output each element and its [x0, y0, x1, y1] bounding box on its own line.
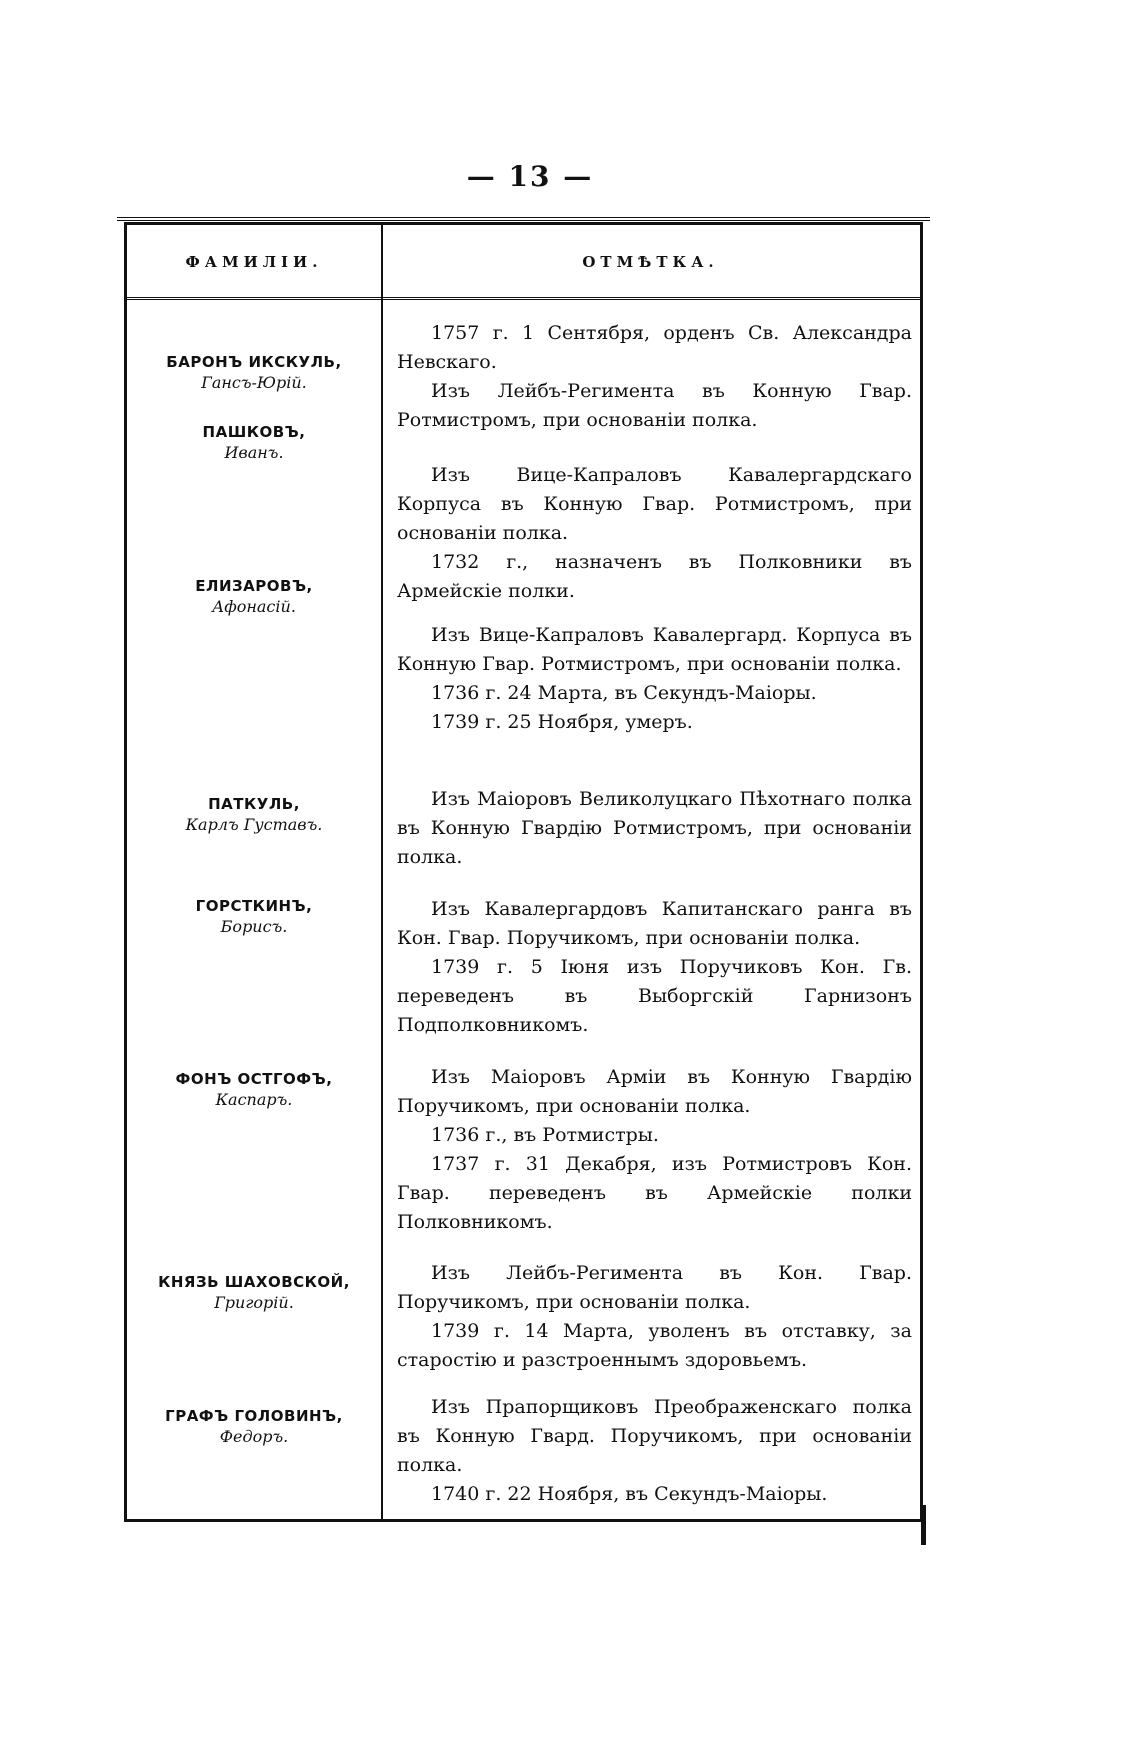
given-name: Борисъ.	[220, 917, 288, 936]
note-line: 1739 г. 25 Ноября, умеръ.	[431, 711, 693, 733]
entry-note	[397, 319, 912, 435]
surname: ПАТКУЛЬ,	[208, 795, 300, 813]
given-name: Афонасій.	[212, 597, 296, 616]
given-name: Федоръ.	[219, 1427, 289, 1446]
note-line: 1740 г. 22 Ноября, въ Секундъ-Маіоры.	[431, 1483, 828, 1505]
entry-name	[127, 1070, 381, 1109]
note-line: 1736 г., въ Ротмистры.	[431, 1124, 659, 1146]
register-table	[124, 222, 923, 1522]
entry-note	[397, 895, 912, 1040]
surname: БАРОНЪ ИКСКУЛЬ,	[166, 353, 342, 371]
edge-mark	[921, 1505, 926, 1545]
given-name: Карлъ Густавъ.	[185, 815, 323, 834]
entry-name	[127, 897, 381, 936]
entry-name	[127, 1273, 381, 1312]
given-name: Григорій.	[214, 1293, 294, 1312]
column-divider	[381, 225, 383, 1519]
entry-name	[127, 577, 381, 616]
entry-note	[397, 461, 912, 606]
given-name: Гансъ-Юрій.	[201, 373, 307, 392]
note-line: 1739 г. 5 Іюня изъ Поручиковъ Кон. Гв. переведенъ въ Выборгскій Гарнизонъ Подполковникомъ.	[397, 956, 912, 1036]
note-line: Изъ Вице-Капраловъ Кавалергард. Корпуса въ Конную Гвар. Ротмистромъ, при основаніи полка.	[397, 624, 912, 675]
given-name: Иванъ.	[224, 443, 284, 462]
surname: КНЯЗЬ ШАХОВСКОЙ,	[158, 1273, 350, 1291]
entry-name	[127, 795, 381, 834]
note-line: Изъ Прапорщиковъ Преображенскаго полка въ Конную Гвард. Поручикомъ, при основаніи полка.	[397, 1396, 912, 1476]
note-line: Изъ Маіоровъ Великолуцкаго Пѣхотнаго полка въ Конную Гвардію Ротмистромъ, при основаніи полка.	[397, 788, 912, 868]
note-line: Изъ Лейбъ-Регимента въ Кон. Гвар. Поручикомъ, при основаніи полка.	[397, 1262, 912, 1313]
note-line: 1757 г. 1 Сентября, орденъ Св. Александра Невскаго.	[397, 322, 912, 373]
header-notes: ОТМѢТКА.	[582, 253, 719, 271]
note-line: 1736 г. 24 Марта, въ Секундъ-Маіоры.	[431, 682, 817, 704]
entry-note	[397, 1393, 912, 1509]
header-surnames: ФАМИЛІИ.	[185, 253, 323, 271]
surname: ЕЛИЗАРОВЪ,	[195, 577, 313, 595]
note-line: 1739 г. 14 Марта, уволенъ въ отставку, за старостію и разстроеннымъ здоровьемъ.	[397, 1320, 912, 1371]
note-line: Изъ Маіоровъ Арміи въ Конную Гвардію Поручикомъ, при основаніи полка.	[397, 1066, 912, 1117]
entry-note	[397, 1063, 912, 1237]
entry-name	[127, 423, 381, 462]
note-line: Изъ Лейбъ-Регимента въ Конную Гвар. Ротмистромъ, при основаніи полка.	[397, 380, 912, 431]
note-line: Изъ Кавалергардовъ Капитанскаго ранга въ Кон. Гвар. Поручикомъ, при основаніи полка.	[397, 898, 912, 949]
table-header	[127, 225, 920, 300]
note-line: 1737 г. 31 Декабря, изъ Ротмистровъ Кон. Гвар. переведенъ въ Армейскіе полки Полковникомъ.	[397, 1153, 912, 1233]
surname: ФОНЪ ОСТГОФЪ,	[175, 1070, 333, 1088]
entry-note	[397, 621, 912, 737]
entry-name	[127, 353, 381, 392]
given-name: Каспаръ.	[215, 1090, 293, 1109]
surname: ПАШКОВЪ,	[202, 423, 306, 441]
surname: ГОРСТКИНЪ,	[195, 897, 313, 915]
surname: ГРАФЪ ГОЛОВИНЪ,	[165, 1407, 343, 1425]
page-number: — 13 —	[466, 160, 594, 193]
note-line: Изъ Вице-Капраловъ Кавалергардскаго Корпуса въ Конную Гвар. Ротмистромъ, при основаніи полка.	[397, 464, 912, 544]
note-line: 1732 г., назначенъ въ Полковники въ Армейскіе полки.	[397, 551, 912, 602]
entry-note	[397, 785, 912, 872]
entry-name	[127, 1407, 381, 1446]
entry-note	[397, 1259, 912, 1375]
